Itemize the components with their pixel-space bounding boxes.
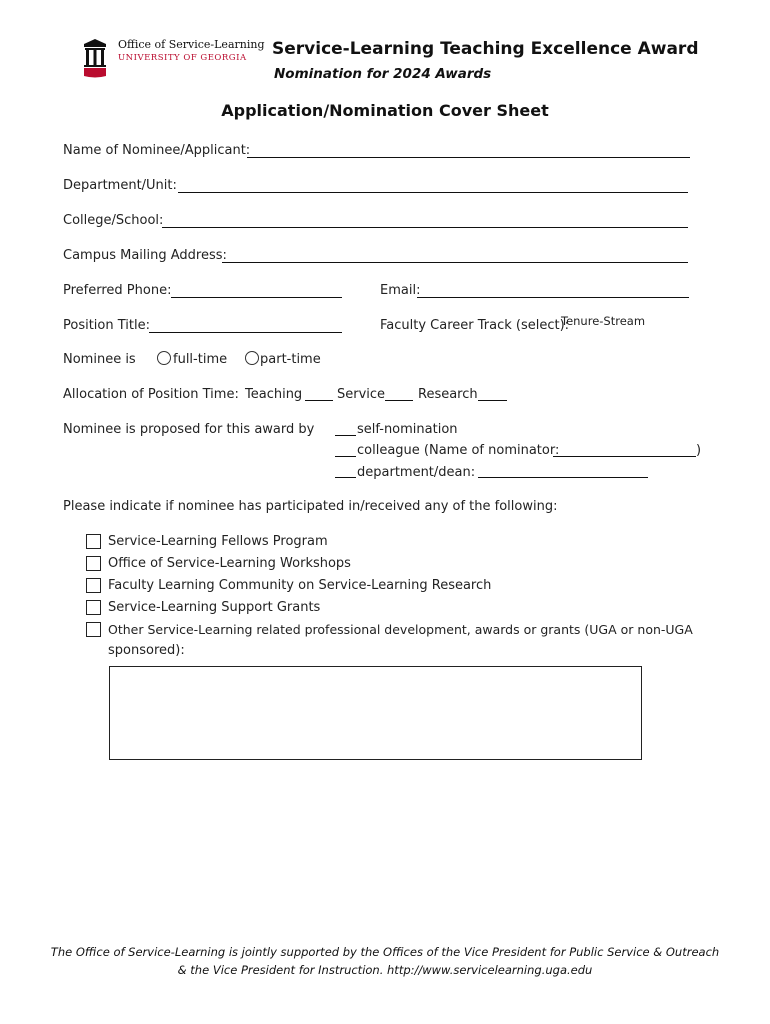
other-development-checkbox[interactable] xyxy=(86,622,101,637)
part-time-radio[interactable] xyxy=(245,351,259,365)
department-dean-blank[interactable] xyxy=(335,477,356,478)
self-nomination-label: self-nomination xyxy=(357,422,458,437)
footer-line-2: & the Vice President for Instruction. http://www.servicelearning.uga.edu xyxy=(177,963,593,977)
nominator-name-field[interactable] xyxy=(553,456,696,457)
workshops-label: Office of Service-Learning Workshops xyxy=(108,556,351,571)
footer-line-1: The Office of Service-Learning is jointly supported by the Offices of the Vice President for Public Service & Outreach xyxy=(50,945,720,959)
colleague-close-paren: ) xyxy=(696,443,702,458)
colleague-blank[interactable] xyxy=(335,456,356,457)
mailing-address-field[interactable] xyxy=(222,262,688,263)
full-time-label: full-time xyxy=(173,352,228,367)
department-dean-label: department/dean: xyxy=(357,465,476,480)
colleague-label: colleague (Name of nominator: xyxy=(357,443,560,458)
phone-label: Preferred Phone: xyxy=(63,283,172,298)
service-label: Service xyxy=(337,387,386,402)
position-title-label: Position Title: xyxy=(63,318,150,333)
university-name: UNIVERSITY OF GEORGIA xyxy=(118,53,247,63)
learning-community-label: Faculty Learning Community on Service-Learning Research xyxy=(108,578,492,593)
phone-field[interactable] xyxy=(171,297,342,298)
nominee-is-label: Nominee is xyxy=(63,352,136,367)
part-time-label: part-time xyxy=(260,352,321,367)
teaching-label: Teaching xyxy=(245,387,303,402)
department-dean-field[interactable] xyxy=(478,477,648,478)
nominee-name-label: Name of Nominee/Applicant: xyxy=(63,143,251,158)
full-time-radio[interactable] xyxy=(157,351,171,365)
college-field[interactable] xyxy=(162,227,688,228)
mailing-address-label: Campus Mailing Address: xyxy=(63,248,227,263)
award-title: Service-Learning Teaching Excellence Award xyxy=(272,39,699,59)
office-name: Office of Service-Learning xyxy=(118,38,265,51)
fellows-program-checkbox[interactable] xyxy=(86,534,101,549)
allocation-label: Allocation of Position Time: xyxy=(63,387,239,402)
fellows-program-label: Service-Learning Fellows Program xyxy=(108,534,328,549)
college-label: College/School: xyxy=(63,213,164,228)
teaching-field[interactable] xyxy=(305,400,333,401)
support-grants-checkbox[interactable] xyxy=(86,600,101,615)
proposed-by-label: Nominee is proposed for this award by xyxy=(63,422,315,437)
sheet-title: Application/Nomination Cover Sheet xyxy=(221,101,549,120)
email-label: Email: xyxy=(380,283,421,298)
department-label: Department/Unit: xyxy=(63,178,177,193)
nominee-name-field[interactable] xyxy=(247,157,690,158)
email-field[interactable] xyxy=(417,297,689,298)
workshops-checkbox[interactable] xyxy=(86,556,101,571)
other-development-textbox[interactable] xyxy=(109,666,642,760)
support-grants-label: Service-Learning Support Grants xyxy=(108,600,321,615)
learning-community-checkbox[interactable] xyxy=(86,578,101,593)
self-nomination-blank[interactable] xyxy=(335,435,356,436)
service-field[interactable] xyxy=(385,400,413,401)
award-subtitle: Nomination for 2024 Awards xyxy=(274,66,492,82)
participation-prompt: Please indicate if nominee has participated in/received any of the following: xyxy=(63,499,558,514)
research-label: Research xyxy=(418,387,478,402)
uga-arch-logo-icon xyxy=(82,38,108,78)
career-track-select[interactable]: Tenure-Stream xyxy=(561,314,646,328)
department-field[interactable] xyxy=(178,192,688,193)
research-field[interactable] xyxy=(478,400,507,401)
other-development-label: Other Service-Learning related professional development, awards or grants (UGA or non-UGA xyxy=(108,622,693,637)
career-track-label: Faculty Career Track (select): xyxy=(380,318,570,333)
position-title-field[interactable] xyxy=(149,332,342,333)
other-development-label-continued: sponsored): xyxy=(108,643,185,658)
